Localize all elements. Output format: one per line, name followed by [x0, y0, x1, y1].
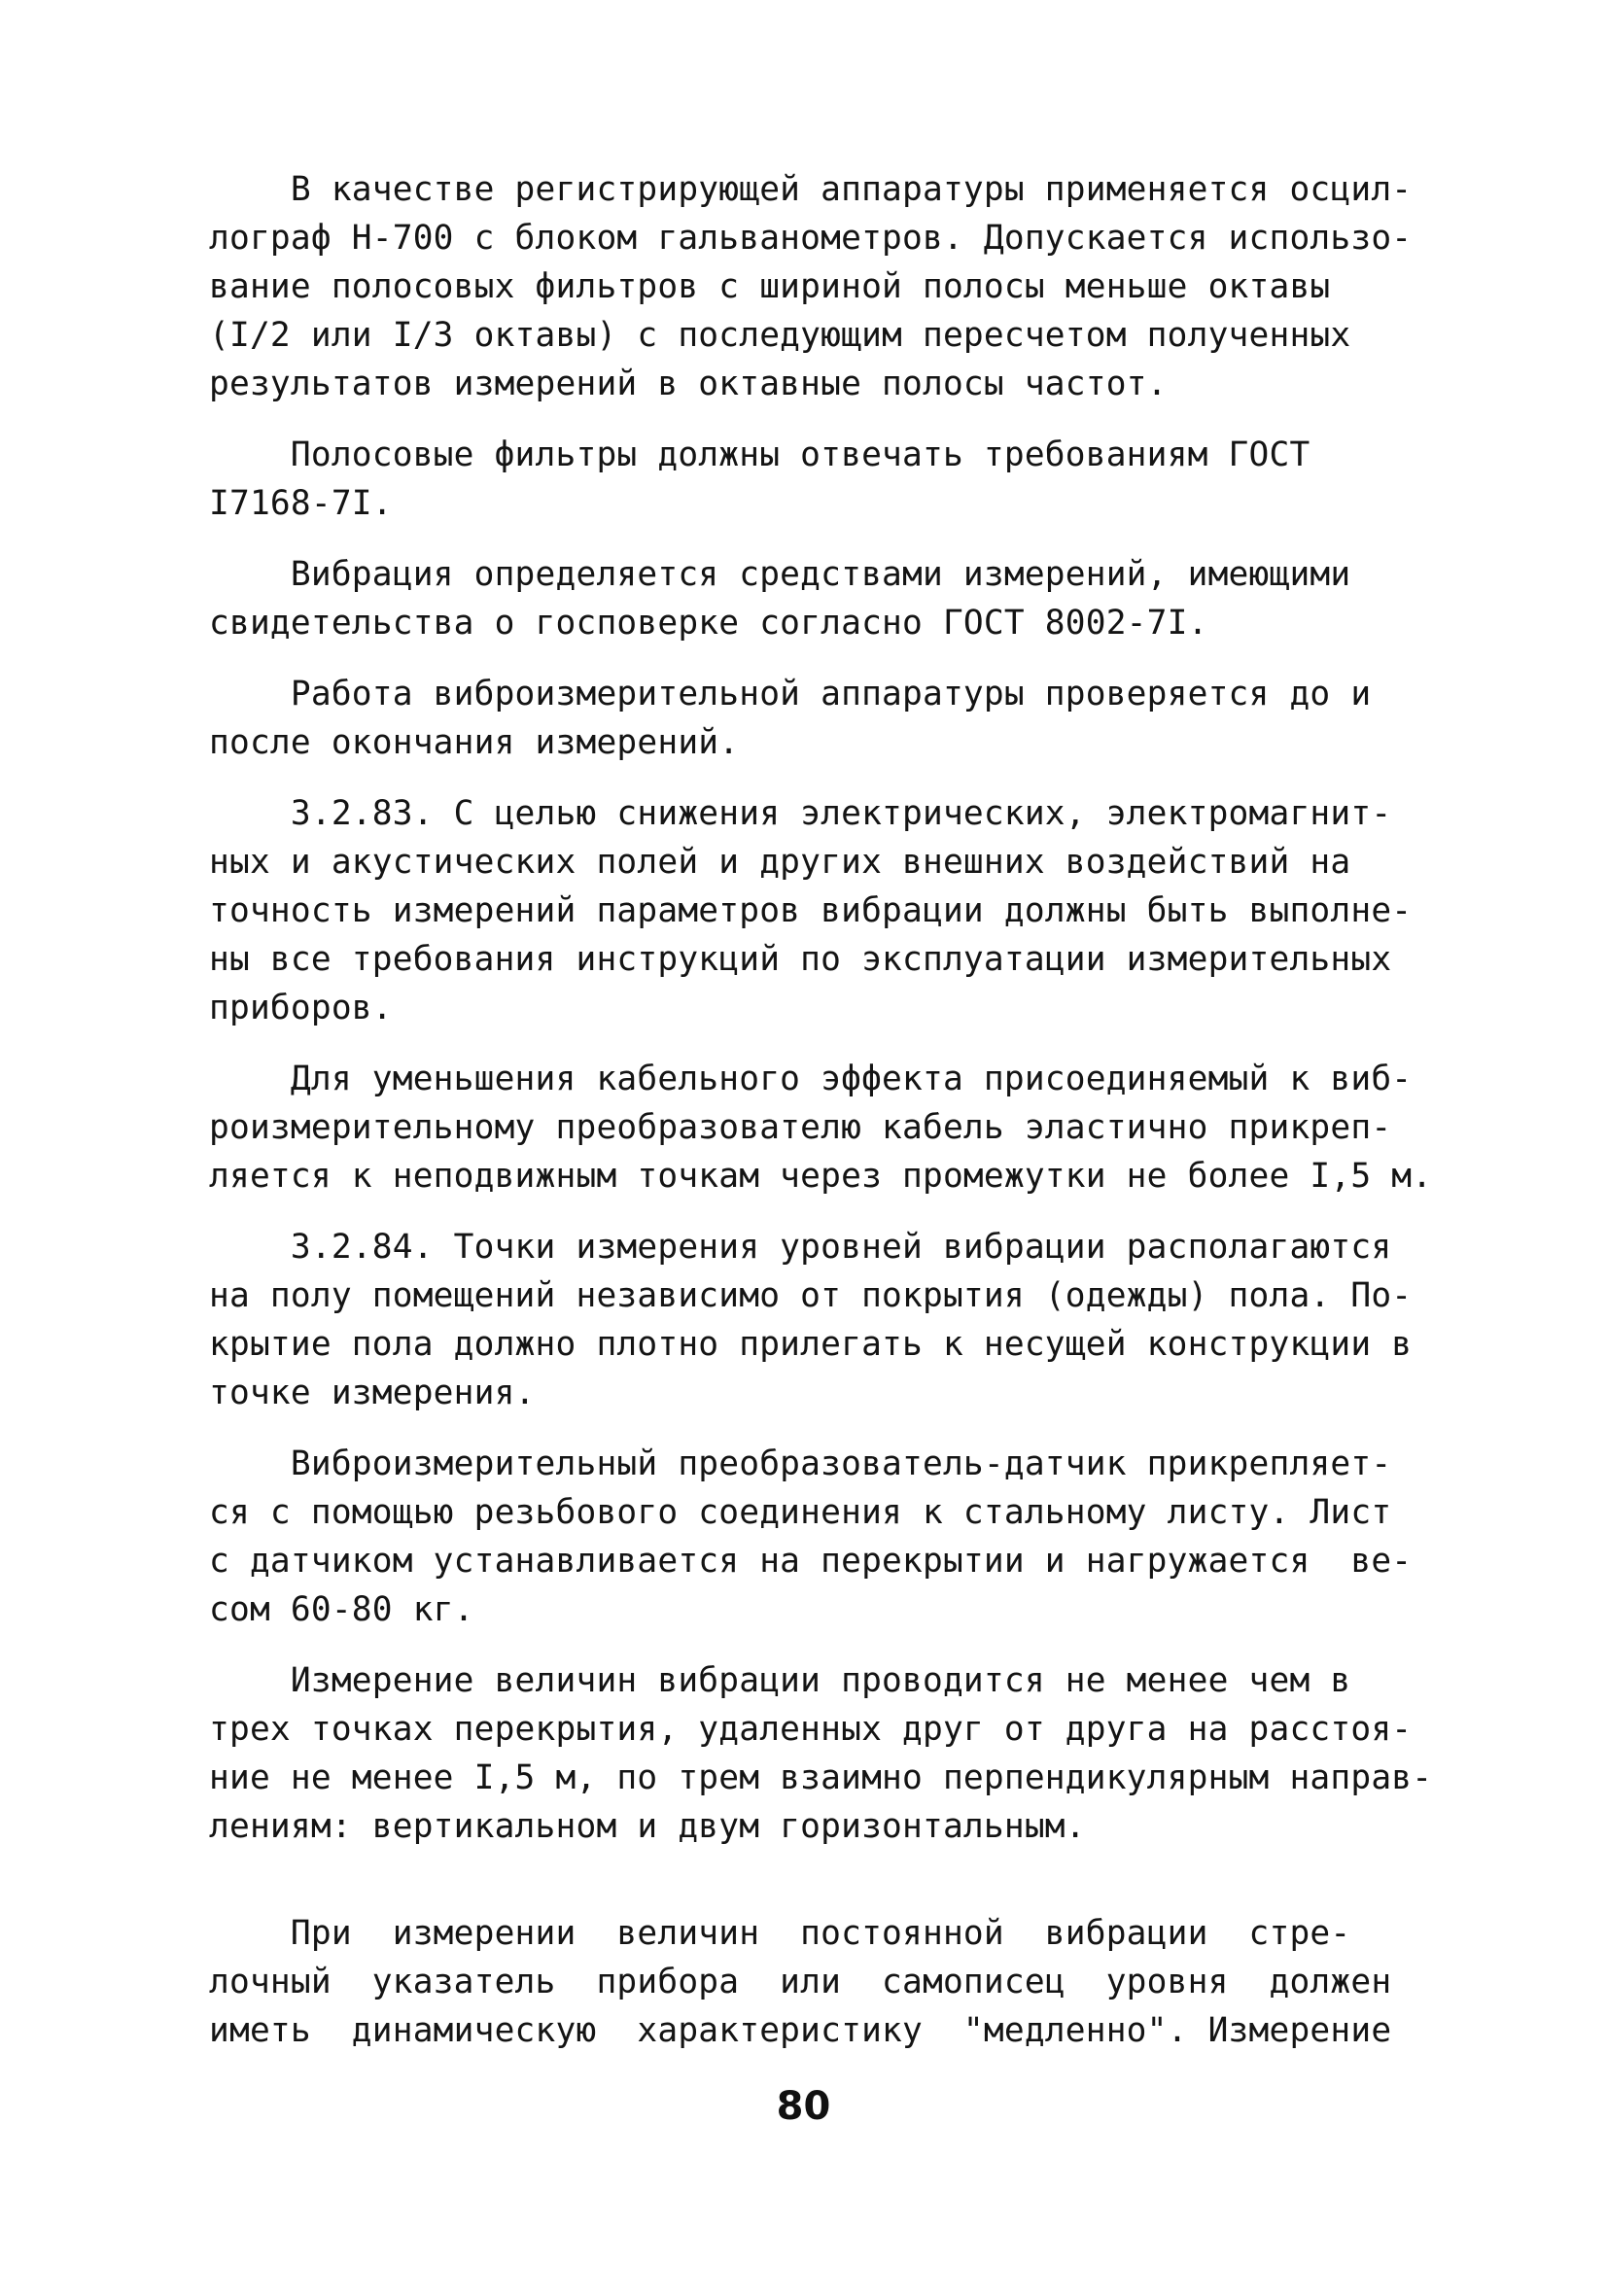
- text-body: [209, 165, 1433, 2077]
- text-line: после окончания измерений.: [209, 723, 740, 762]
- text-line: роизмерительному преобразователю кабель эластично прикреп-: [209, 1108, 1392, 1147]
- text-line: с датчиком устанавливается на перекрытии и нагружается ве-: [209, 1542, 1413, 1581]
- text-line: трех точках перекрытия, удаленных друг от друга на расстоя-: [209, 1710, 1413, 1749]
- text-line: ся с помощью резьбового соединения к стальному листу. Лист: [209, 1493, 1392, 1532]
- text-line: на полу помещений независимо от покрытия (одежды) пола. По-: [209, 1276, 1413, 1315]
- text-line: иметь динамическую характеристику "медленно". Измерение: [209, 2011, 1392, 2050]
- text-line: свидетельства о госповерке согласно ГОСТ 8002-7I.: [209, 604, 1208, 643]
- text-line: Для уменьшения кабельного эффекта присоединяемый к виб-: [209, 1060, 1413, 1098]
- text-line: I7168-7I.: [209, 484, 393, 523]
- text-line: приборов.: [209, 989, 393, 1027]
- text-line: результатов измерений в октавные полосы частот.: [209, 365, 1168, 403]
- paragraph-spacer: [209, 1873, 1415, 1909]
- text-line: ны все требования инструкций по эксплуатации измерительных: [209, 940, 1392, 979]
- paragraph-vibration-measurement-means: [209, 550, 1415, 647]
- paragraph-sensor-mounting: [209, 1440, 1415, 1634]
- text-line: (I/2 или I/3 октавы) с последующим пересчетом полученных: [209, 316, 1351, 355]
- paragraph-measurement-points: [209, 1656, 1433, 1851]
- text-line: В качестве регистрирующей аппаратуры применяется осцил-: [209, 170, 1413, 209]
- text-line: сом 60-80 кг.: [209, 1590, 474, 1629]
- text-line: вание полосовых фильтров с шириной полосы меньше октавы: [209, 267, 1331, 306]
- text-line: Вибрация определяется средствами измерений, имеющими: [209, 555, 1351, 594]
- text-line: 3.2.83. С целью снижения электрических, электромагнит-: [209, 794, 1392, 833]
- paragraph-bandpass-filters: [209, 431, 1415, 528]
- paragraph-recording-equipment: [209, 165, 1415, 408]
- text-line: крытие пола должно плотно прилегать к несущей конструкции в: [209, 1325, 1413, 1364]
- text-line: ных и акустических полей и других внешних воздействий на: [209, 843, 1351, 882]
- paragraph-cable-effect: [209, 1055, 1433, 1200]
- text-line: лочный указатель прибора или самописец уровня должен: [209, 1963, 1392, 2001]
- paragraph-section-3-2-83: [209, 789, 1415, 1032]
- text-line: Полосовые фильтры должны отвечать требованиям ГОСТ: [209, 435, 1310, 474]
- paragraph-constant-vibration: [209, 1909, 1415, 2055]
- text-line: При измерении величин постоянной вибрации стре-: [209, 1914, 1351, 1953]
- text-line: лениям: вертикальном и двум горизонтальным.: [209, 1807, 1086, 1846]
- text-line: лограф Н-700 с блоком гальванометров. Допускается использо-: [209, 219, 1413, 258]
- text-line: 3.2.84. Точки измерения уровней вибрации располагаются: [209, 1228, 1392, 1267]
- text-line: точке измерения.: [209, 1374, 536, 1412]
- text-line: точность измерений параметров вибрации должны быть выполне-: [209, 891, 1413, 930]
- text-line: Работа виброизмерительной аппаратуры проверяется до и: [209, 675, 1372, 713]
- paragraph-equipment-check: [209, 670, 1415, 767]
- text-line: ляется к неподвижным точкам через промежутки не более I,5 м.: [209, 1157, 1433, 1196]
- page-number: 80: [776, 2084, 831, 2129]
- text-line: Измерение величин вибрации проводится не менее чем в: [209, 1661, 1351, 1700]
- text-line: ние не менее I,5 м, по трем взаимно перпендикулярным направ-: [209, 1758, 1433, 1797]
- text-line: Виброизмерительный преобразователь-датчик прикрепляет-: [209, 1444, 1392, 1483]
- paragraph-section-3-2-84: [209, 1223, 1415, 1417]
